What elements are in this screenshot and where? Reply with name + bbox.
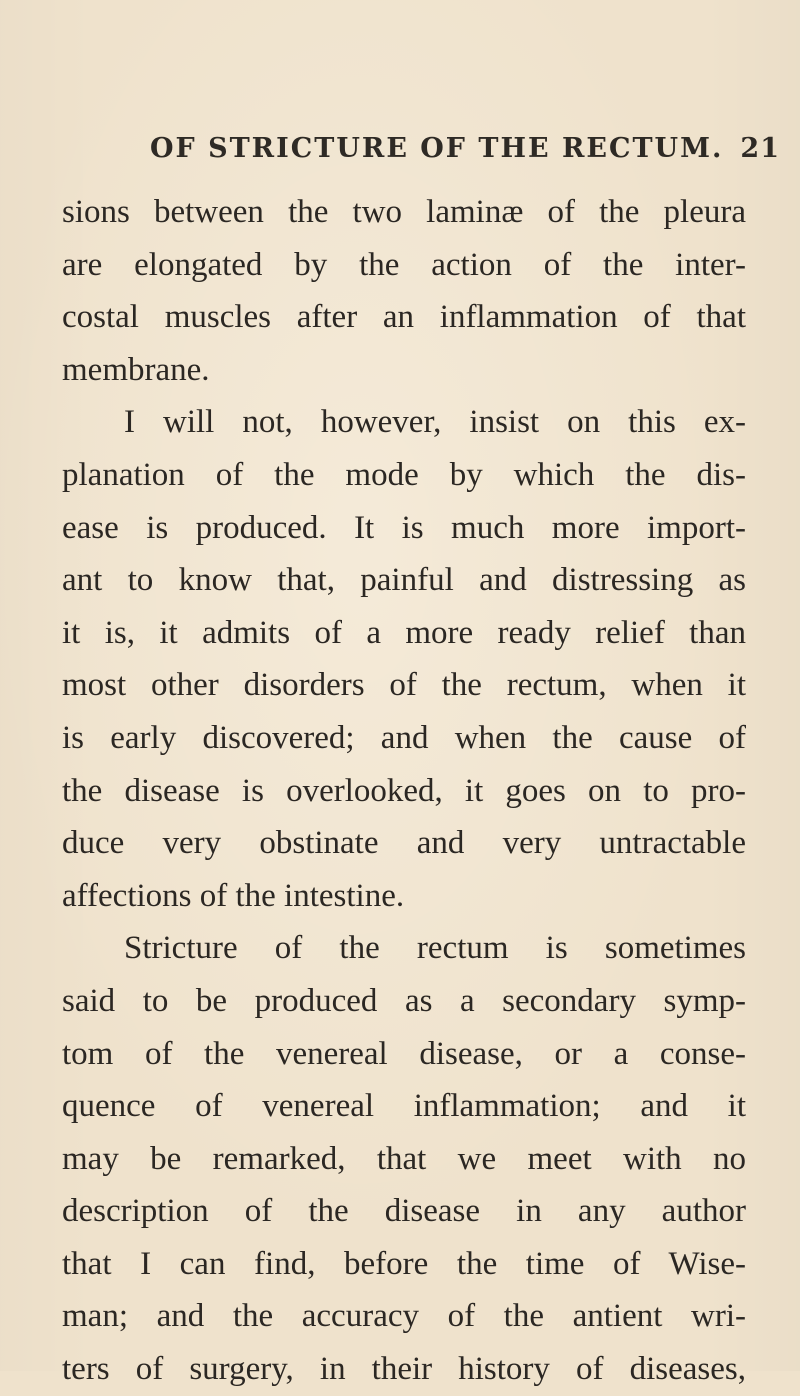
page-number: 21 (740, 132, 780, 164)
text-line: costal muscles after an inflammation of that (62, 299, 746, 336)
text-line: membrane. (62, 351, 210, 388)
text-line: ease is produced. It is much more import- (62, 509, 746, 546)
text-line: is early discovered; and when the cause of (62, 719, 746, 756)
text-line: most other disorders of the rectum, when it (62, 667, 746, 704)
text-line: affections of the intestine. (62, 877, 405, 914)
running-title: OF STRICTURE OF THE RECTUM. (150, 132, 724, 164)
text-line: tom of the venereal disease, or a conse- (62, 1035, 746, 1072)
text-line: ant to know that, painful and distressing as (62, 562, 746, 599)
text-line: description of the disease in any author (62, 1193, 746, 1230)
body-text (62, 186, 746, 1396)
text-line: may be remarked, that we meet with no (62, 1140, 746, 1177)
text-line: man; and the accuracy of the antient wri- (62, 1298, 746, 1335)
text-line: the disease is overlooked, it goes on to pro- (62, 772, 746, 809)
running-header (150, 128, 780, 168)
text-line: duce very obstinate and very untractable (62, 825, 746, 862)
text-line: quence of venereal inflammation; and it (62, 1088, 746, 1125)
text-line: ters of surgery, in their history of diseases, (62, 1351, 746, 1388)
text-line: it is, it admits of a more ready relief than (62, 614, 746, 651)
text-line: planation of the mode by which the dis- (62, 456, 746, 493)
text-line: Stricture of the rectum is sometimes (124, 930, 746, 967)
text-line: are elongated by the action of the inter- (62, 246, 746, 283)
text-line: that I can find, before the time of Wise- (62, 1245, 746, 1282)
text-line: sions between the two laminæ of the pleura (62, 194, 746, 230)
text-line: said to be produced as a secondary symp- (62, 982, 746, 1019)
text-line: I will not, however, insist on this ex- (124, 404, 746, 441)
